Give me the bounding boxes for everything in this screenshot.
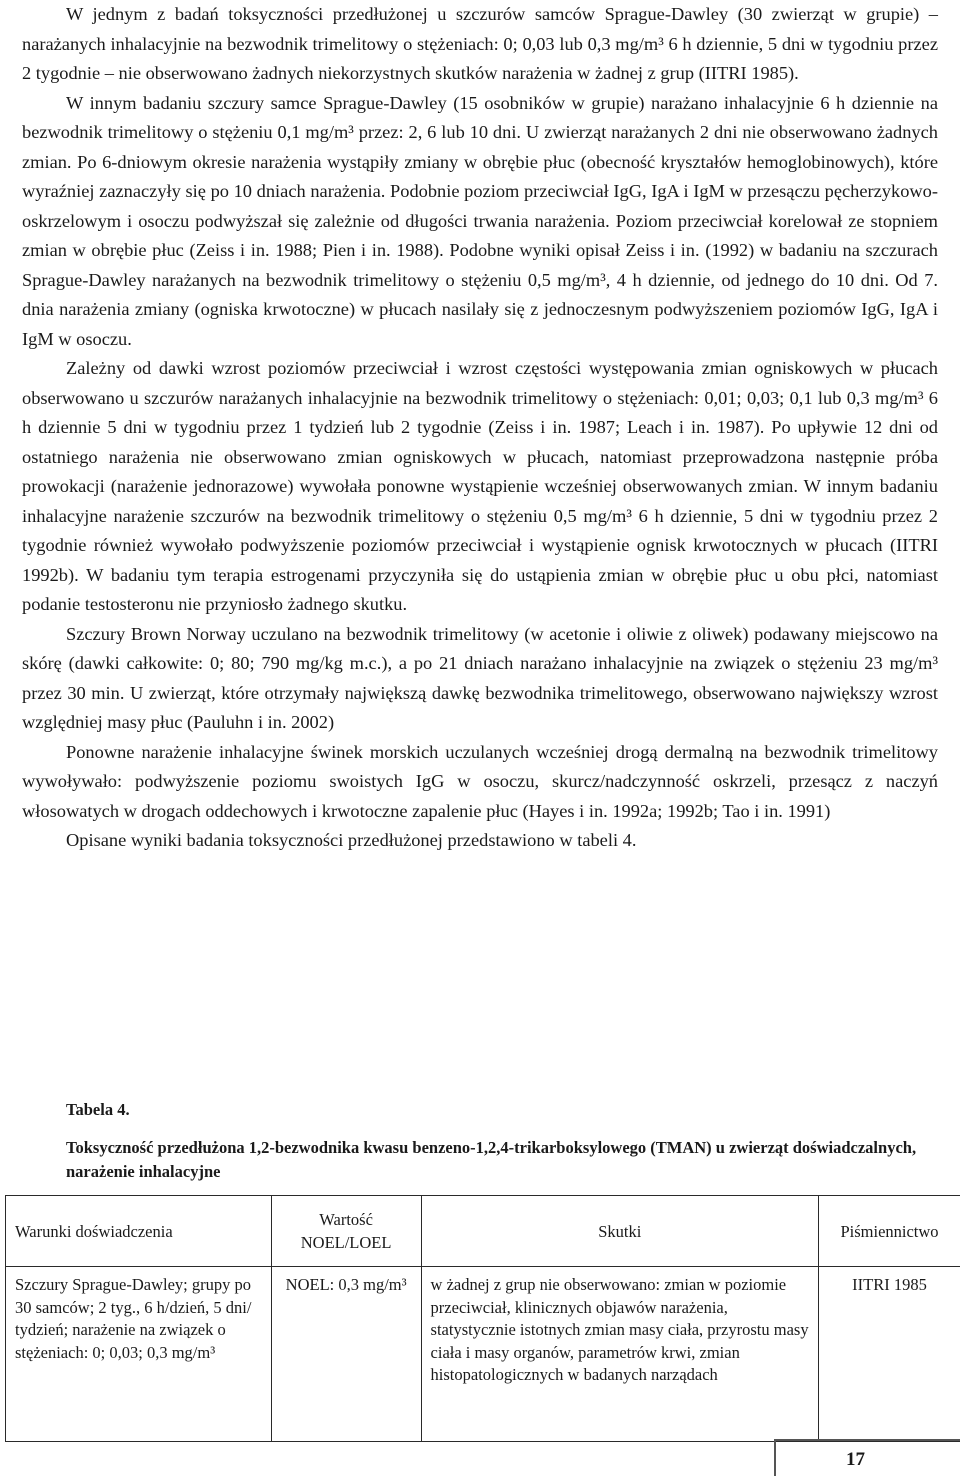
body-text bbox=[22, 0, 938, 856]
header-value: Wartość NOEL/LOEL bbox=[271, 1196, 421, 1267]
results-table bbox=[5, 1195, 960, 1442]
paragraph-1: W jednym z badań toksyczności przedłużonej u szczurów samców Sprague-Dawley (30 zwierząt w grupie) – narażanych inhalacyjnie na bezwodnik trimelitowy o stężeniach: 0; 0,03 lub 0,3 mg/m³ 6 h dziennie, 5 dni w tygodniu przez 2 tygodnie – nie obserwowano żadnych niekorzystnych skutków narażenia w żadnej z grup (IITRI 1985). bbox=[22, 4, 938, 83]
header-reference: Piśmiennictwo bbox=[819, 1196, 960, 1267]
cell-value: NOEL: 0,3 mg/m³ bbox=[271, 1267, 421, 1442]
header-conditions: Warunki doświadczenia bbox=[6, 1196, 272, 1267]
page-number: 17 bbox=[846, 1449, 865, 1470]
paragraph-3: Zależny od dawki wzrost poziomów przeciwciał i wzrost częstości występowania zmian ogniskowych w płucach obserwowano u szczurów narażanych inhalacyjnie na bezwodnik trimelitowy o stężeniach: 0,01; 0,03; 0,1 lub 0,3 mg/m³ 6 h dziennie 5 dni w tygodniu przez 1 tydzień lub 2 tygodnie (Zeiss i in. 1987; Leach i in. 1987). Po upływie 12 dni od ostatniego narażenia nie obserwowano zmian ogniskowych w płucach, natomiast przeprowadzona następnie próba prowokacji (narażenie jednorazowe) wywołała ponowne wystąpienie wcześniej obserwowanych zmian. W innym badaniu inhalacyjne narażenie szczurów na bezwodnik trimelitowy o stężeniu 0,5 mg/m³ 6 h dziennie, 5 dni w tygodniu przez 2 tygodnie również wywołało podwyższenie poziomów przeciwciał i wystąpienie ognisk krwotocznych w płucach (IITRI 1992b). W badaniu tym terapia estrogenami przyczyniła się do ustąpienia zmian w obrębie płuc u obu płci, natomiast podanie testosteronu nie przyniosło żadnego skutku. bbox=[22, 358, 938, 614]
table-header-row bbox=[6, 1196, 960, 1267]
table-label: Tabela 4. bbox=[66, 1100, 130, 1119]
page-number-rule bbox=[774, 1439, 960, 1441]
paragraph-4: Szczury Brown Norway uczulano na bezwodnik trimelitowy (w acetonie i oliwie z oliwek) podawany miejscowo na skórę (dawki całkowite: 0; 80; 790 mg/kg m.c.), a po 21 dniach narażano inhalacyjnie na związek o stężeniu 23 mg/m³ przez 30 min. U zwierząt, które otrzymały największą dawkę bezwodnika trimelitowego, obserwowano największy wzrost względniej masy płuc (Pauluhn i in. 2002) bbox=[22, 623, 938, 732]
page-number-divider bbox=[774, 1439, 776, 1476]
header-effects: Skutki bbox=[421, 1196, 819, 1267]
paragraph-6: Opisane wyniki badania toksyczności przedłużonej przedstawiono w tabeli 4. bbox=[66, 830, 637, 850]
cell-reference: IITRI 1985 bbox=[819, 1267, 960, 1442]
paragraph-5: Ponowne narażenie inhalacyjne świnek morskich uczulanych wcześniej drogą dermalną na bezwodnik trimelitowy wywoływało: podwyższenie poziomu swoistych IgG w osoczu, skurcz/nadczynność oskrzeli, przesącz z naczyń włosowatych w drogach oddechowych i krwotoczne zapalenie płuc (Hayes i in. 1992a; 1992b; Tao i in. 1991) bbox=[22, 741, 938, 821]
cell-effects: w żadnej z grup nie obserwowano: zmian w poziomie przeciwciał, klinicznych objawów narażenia, statystycznie istotnych zmian masy ciała, przyrostu masy ciała i masy organów, parametrów krwi, zmian histopatologicznych w badanych narządach bbox=[421, 1267, 819, 1442]
cell-conditions: Szczury Sprague-Dawley; grupy po 30 samców; 2 tyg., 6 h/dzień, 5 dni/ tydzień; narażenie na związek o stężeniach: 0; 0,03; 0,3 mg/m³ bbox=[6, 1267, 272, 1442]
table-row bbox=[6, 1267, 960, 1442]
table-caption: Toksyczność przedłużona 1,2-bezwodnika kwasu benzeno-1,2,4-trikarboksylowego (TMAN) u zwierząt doświadczalnych, narażenie inhalacyjne bbox=[66, 1138, 917, 1181]
paragraph-2: W innym badaniu szczury samce Sprague-Dawley (15 osobników w grupie) narażano inhalacyjnie 6 h dziennie na bezwodnik trimelitowy o stężeniu 0,1 mg/m³ przez: 2, 6 lub 10 dni. U zwierząt narażanych 2 dni nie obserwowano żadnych zmian. Po 6-dniowym okresie narażenia wystąpiły zmiany w obrębie płuc (obecność kryształów hemoglobinowych), które wyraźniej zaznaczyły się po 10 dniach narażenia. Podobnie poziom przeciwciał IgG, IgA i IgM w przesączu pęcherzykowo-oskrzelowym i osoczu podwyższał się zależnie od długości trwania narażenia. Poziom przeciwciał korelował ze stopniem zmian w obrębie płuc (Zeiss i in. 1988; Pien i in. 1988). Podobne wyniki opisał Zeiss i in. (1992) w badaniu na szczurach Sprague-Dawley narażanych na bezwodnik trimelitowy o stężeniu 0,5 mg/m³, 4 h dziennie, od jednego do 10 dni. Od 7. dnia narażenia zmiany (ogniska krwotoczne) w płucach nasilały się z jednoczesnym podwyższeniem poziomów IgG, IgA i IgM w osoczu. bbox=[22, 92, 938, 349]
